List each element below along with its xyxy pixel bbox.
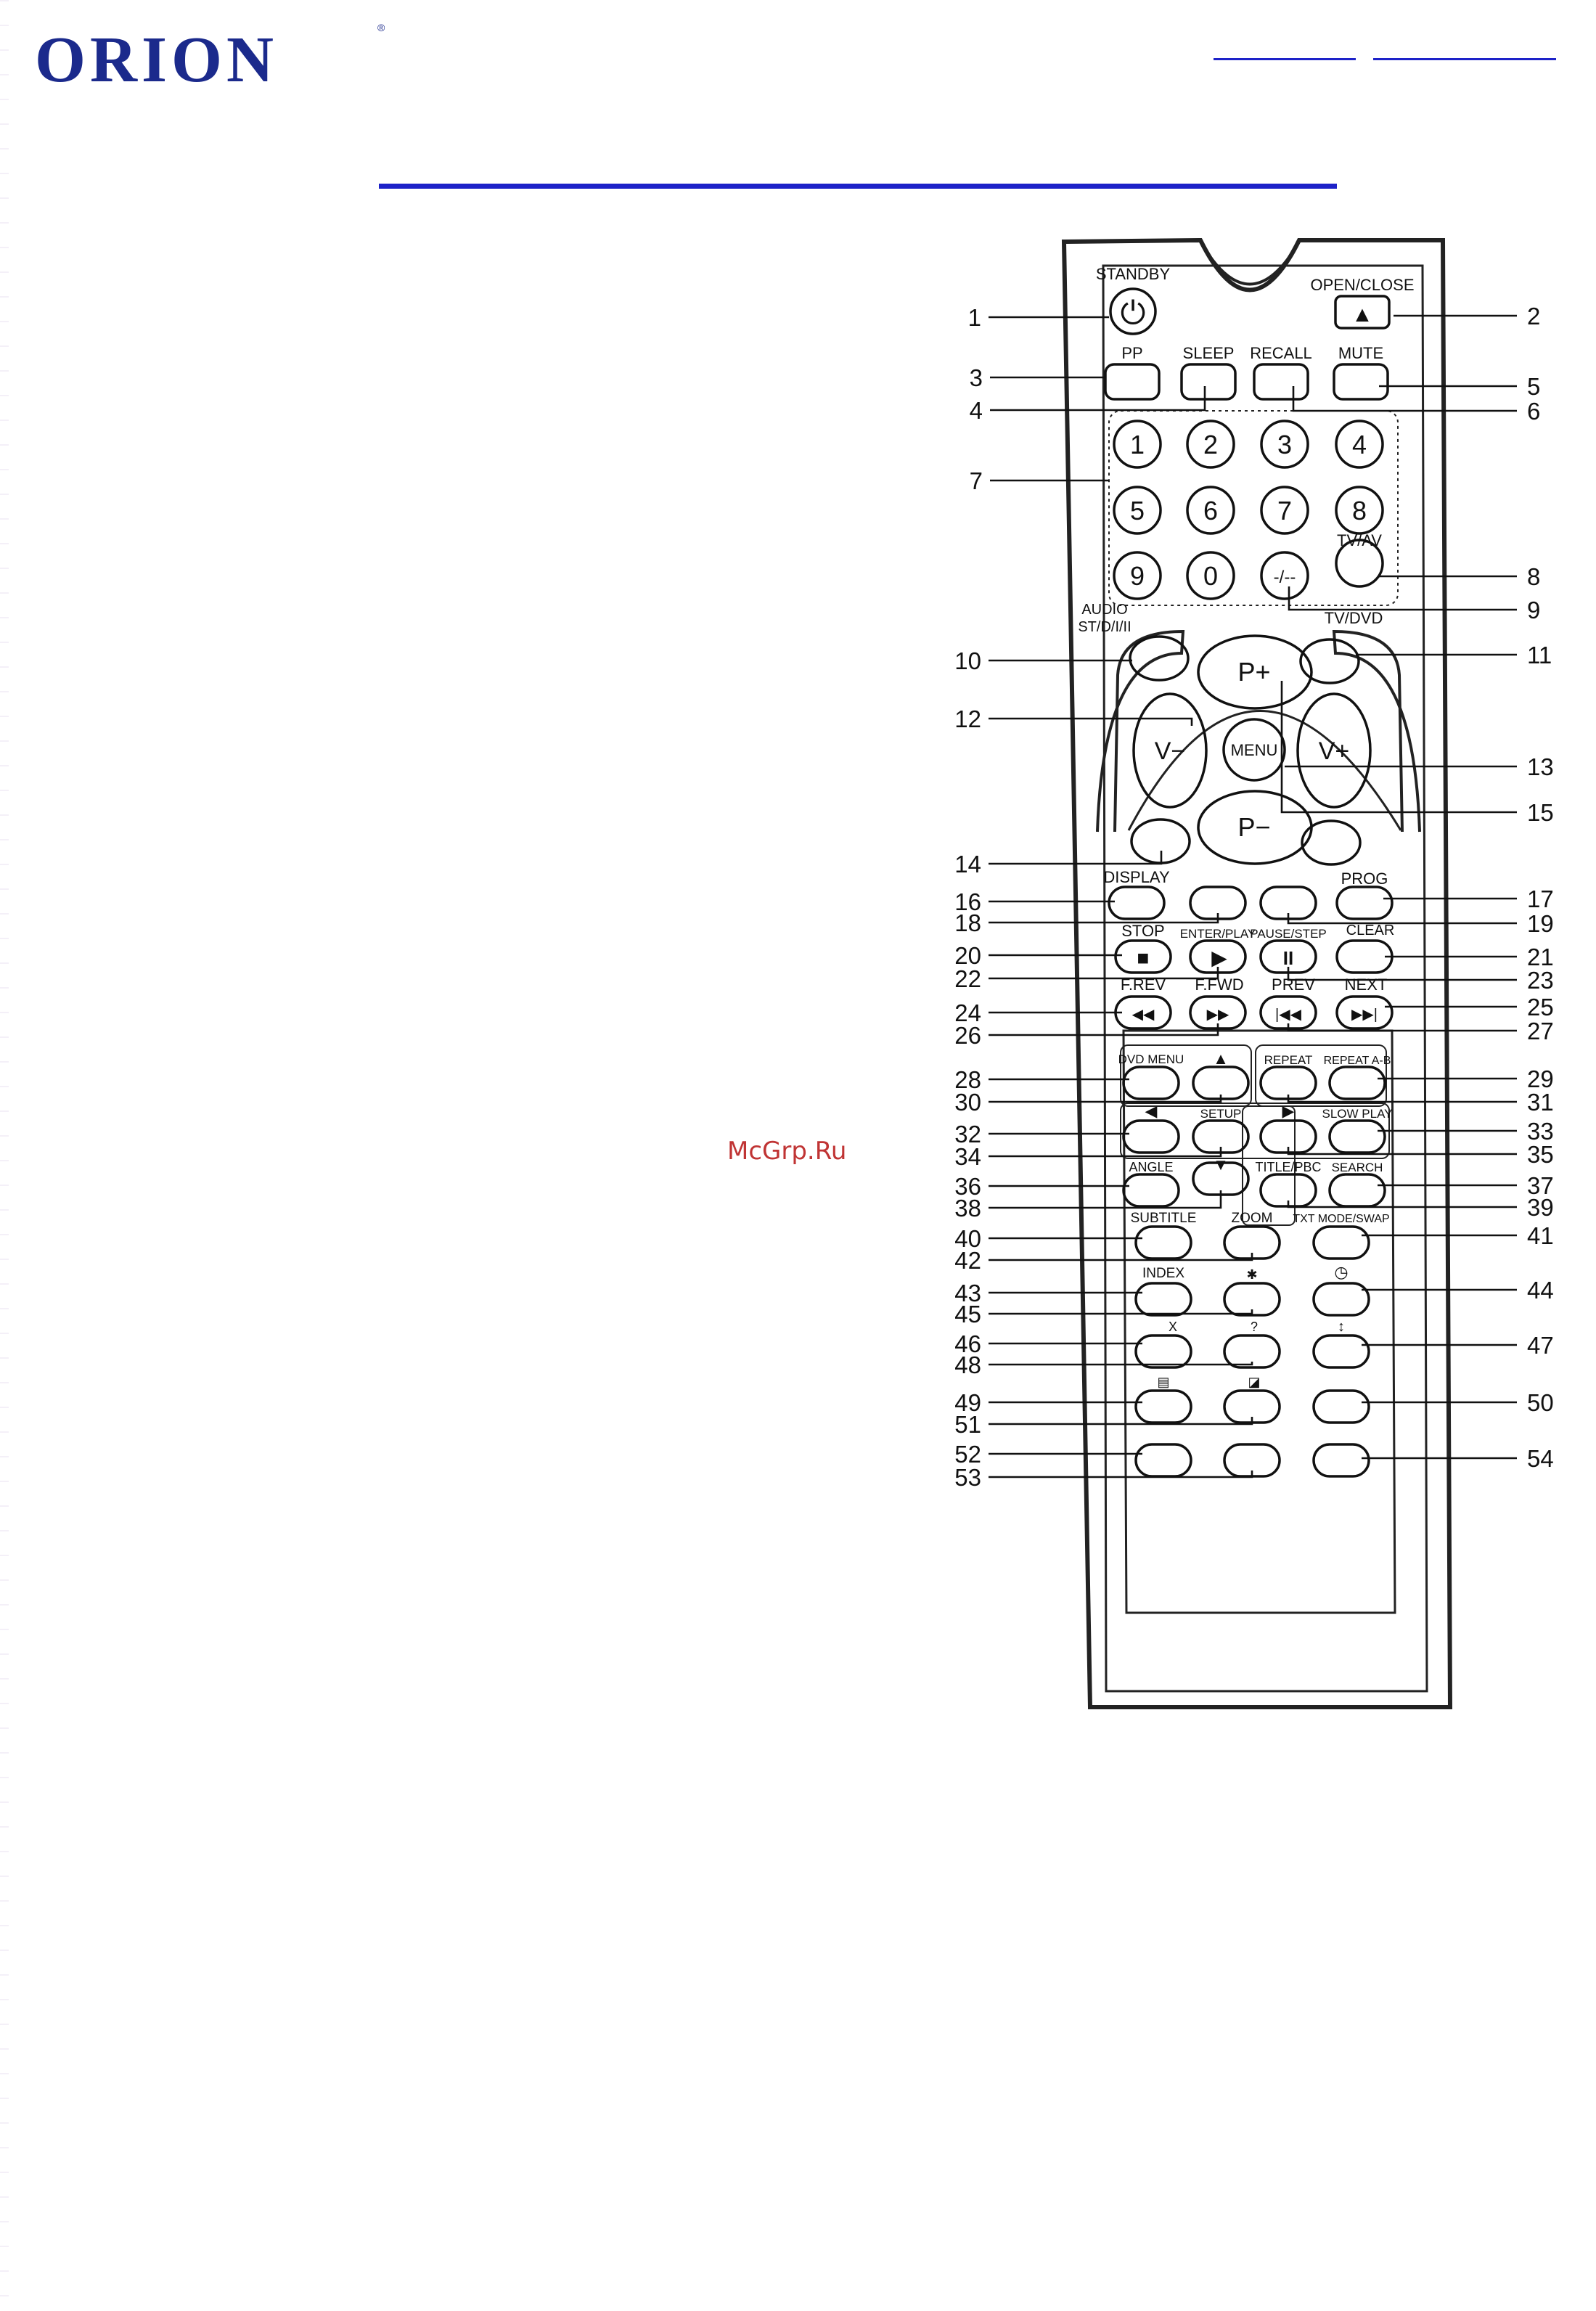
- menu-label: MENU: [1230, 741, 1278, 759]
- callout-26: 26: [954, 1022, 981, 1049]
- eject-icon: ▲: [1351, 303, 1373, 327]
- callout-12: 12: [954, 705, 981, 732]
- callout-43: 43: [954, 1280, 981, 1306]
- stop-label: STOP: [1121, 922, 1165, 940]
- callout-53: 53: [954, 1464, 981, 1491]
- callout-34: 34: [954, 1143, 981, 1170]
- left-button[interactable]: [1124, 1121, 1179, 1153]
- callout-46: 46: [954, 1330, 981, 1357]
- digit-0-label: 0: [1203, 561, 1219, 591]
- volume-down-label: V−: [1154, 737, 1186, 765]
- cancel-button[interactable]: [1136, 1336, 1191, 1367]
- repeat-ab-label: REPEAT A-B: [1323, 1055, 1391, 1067]
- leader-line-22: [989, 967, 1218, 978]
- callout-6: 6: [1527, 398, 1541, 425]
- callout-16: 16: [954, 888, 981, 915]
- pp-button[interactable]: [1105, 364, 1159, 399]
- angle-button[interactable]: [1124, 1174, 1179, 1206]
- recall-button[interactable]: [1254, 364, 1308, 399]
- up-arrow-icon: ▲: [1213, 1050, 1229, 1068]
- digit-8-label: 8: [1351, 496, 1367, 525]
- power-icon: ⏻: [1120, 295, 1146, 331]
- callout-40: 40: [954, 1225, 981, 1252]
- previous-icon: |◀◀: [1275, 1007, 1301, 1023]
- audio-label: AUDIO: [1081, 602, 1128, 618]
- fast-forward-icon: ▶▶: [1206, 1007, 1229, 1023]
- next-label: NEXT: [1344, 975, 1388, 994]
- pause-step-label: PAUSE/STEP: [1250, 927, 1327, 941]
- search-button[interactable]: [1330, 1174, 1385, 1206]
- subtitle-label: SUBTITLE: [1130, 1211, 1197, 1226]
- callout-29: 29: [1527, 1065, 1554, 1092]
- callout-30: 30: [954, 1089, 981, 1116]
- callout-22: 22: [954, 965, 981, 992]
- callout-32: 32: [954, 1121, 981, 1148]
- clear-label: CLEAR: [1346, 923, 1395, 938]
- mute-label: MUTE: [1338, 344, 1384, 362]
- callout-18: 18: [954, 909, 981, 936]
- prev-label: PREV: [1272, 975, 1315, 994]
- enter-play-label: ENTER/PLAY: [1179, 927, 1256, 941]
- index-label: INDEX: [1142, 1266, 1185, 1281]
- callout-37: 37: [1527, 1172, 1554, 1199]
- dvd-menu-label: DVD MENU: [1118, 1052, 1184, 1066]
- volume-up-label: V+: [1318, 737, 1350, 765]
- callout-17: 17: [1527, 885, 1554, 912]
- prog-button[interactable]: [1302, 821, 1360, 864]
- blank-button-52[interactable]: [1136, 1444, 1191, 1476]
- callout-41: 41: [1527, 1222, 1554, 1249]
- callout-15: 15: [1527, 799, 1554, 826]
- display-label: DISPLAY: [1103, 868, 1170, 886]
- leader-line-31: [1288, 1095, 1517, 1102]
- list-icon: ▤: [1157, 1375, 1170, 1389]
- leader-line-12: [989, 719, 1192, 726]
- clear-button[interactable]: [1337, 941, 1392, 973]
- standby-label: STANDBY: [1095, 265, 1171, 283]
- open-close-label: OPEN/CLOSE: [1310, 276, 1415, 294]
- program-down-label: P−: [1237, 812, 1271, 842]
- f-fwd-label: F.FWD: [1195, 975, 1244, 994]
- clock-icon: ◷: [1334, 1263, 1349, 1281]
- leader-line-26: [989, 1023, 1218, 1035]
- txt-mode-swap-label: TXT MODE/SWAP: [1293, 1213, 1390, 1225]
- callout-45: 45: [954, 1301, 981, 1328]
- callout-25: 25: [1527, 994, 1554, 1020]
- mute-button[interactable]: [1334, 364, 1388, 399]
- callout-23: 23: [1527, 967, 1554, 994]
- callout-28: 28: [954, 1066, 981, 1093]
- digit-2-label: 2: [1203, 430, 1219, 459]
- callout-36: 36: [954, 1173, 981, 1200]
- tv-dvd-label: TV/DVD: [1324, 609, 1383, 627]
- program-up-label: P+: [1237, 657, 1271, 687]
- callout-4: 4: [969, 397, 983, 424]
- digit-7-label: 7: [1277, 496, 1293, 525]
- up-button[interactable]: [1193, 1067, 1248, 1099]
- callout-52: 52: [954, 1441, 981, 1468]
- leader-line-18: [989, 913, 1218, 923]
- repeat-label: REPEAT: [1264, 1053, 1313, 1067]
- sleep-label: SLEEP: [1182, 344, 1235, 362]
- leader-line-51: [989, 1417, 1252, 1424]
- callout-47: 47: [1527, 1332, 1554, 1359]
- list-button[interactable]: [1136, 1391, 1191, 1423]
- down-arrow-icon: ▼: [1213, 1156, 1229, 1174]
- callout-39: 39: [1527, 1194, 1554, 1221]
- leader-line-42: [989, 1253, 1252, 1260]
- callout-48: 48: [954, 1351, 981, 1378]
- watermark: McGrp.Ru: [727, 1137, 847, 1166]
- leader-line-39: [1288, 1201, 1517, 1207]
- size-button[interactable]: [1314, 1336, 1369, 1367]
- callout-14: 14: [954, 851, 981, 878]
- callout-27: 27: [1527, 1018, 1554, 1044]
- callout-54: 54: [1527, 1445, 1554, 1472]
- stop-icon: ■: [1137, 946, 1150, 969]
- leader-line-4: [990, 386, 1205, 410]
- search-label: SEARCH: [1331, 1161, 1383, 1174]
- digit-3-label: 3: [1277, 430, 1293, 459]
- callout-44: 44: [1527, 1277, 1554, 1304]
- reveal-label: ?: [1250, 1320, 1259, 1334]
- callout-13: 13: [1527, 753, 1554, 780]
- blank-button-54[interactable]: [1314, 1444, 1369, 1476]
- callout-5: 5: [1527, 373, 1541, 400]
- repeat-button[interactable]: [1261, 1067, 1316, 1099]
- callout-38: 38: [954, 1195, 981, 1222]
- slow-play-button[interactable]: [1330, 1121, 1385, 1153]
- left-arrow-icon: ◀: [1145, 1102, 1158, 1120]
- f-rev-label: F.REV: [1120, 975, 1166, 994]
- callout-10: 10: [954, 647, 981, 674]
- digit-9-label: 9: [1129, 561, 1145, 591]
- next-icon: ▶▶|: [1351, 1007, 1378, 1023]
- leader-line-23: [1288, 967, 1517, 980]
- play-icon: ▶: [1211, 946, 1227, 969]
- index-button[interactable]: [1136, 1283, 1191, 1315]
- rewind-icon: ◀◀: [1131, 1007, 1155, 1023]
- digit-5-label: 5: [1129, 496, 1145, 525]
- digit-6-label: 6: [1203, 496, 1219, 525]
- leader-line-9: [1289, 586, 1517, 610]
- leader-line-35: [1288, 1147, 1517, 1154]
- subtitle-button[interactable]: [1136, 1227, 1191, 1259]
- hold-icon: ✱: [1246, 1267, 1258, 1282]
- digit-1-label: 1: [1129, 430, 1145, 459]
- repeat-ab-button[interactable]: [1330, 1067, 1385, 1099]
- prog-label: PROG: [1341, 870, 1388, 888]
- callout-21: 21: [1527, 944, 1554, 970]
- leader-line-6: [1293, 386, 1517, 411]
- callout-49: 49: [954, 1389, 981, 1416]
- subpage-icon: ◪: [1248, 1375, 1261, 1389]
- leader-line-53: [989, 1471, 1252, 1477]
- callout-31: 31: [1527, 1089, 1554, 1116]
- leader-line-48: [989, 1362, 1252, 1365]
- cancel-label: X: [1168, 1320, 1178, 1334]
- sleep-button[interactable]: [1182, 364, 1235, 399]
- callout-1: 1: [967, 304, 981, 331]
- callout-3: 3: [969, 364, 983, 391]
- digit-4-label: 4: [1351, 430, 1367, 459]
- callout-19: 19: [1527, 910, 1554, 937]
- callout-24: 24: [954, 999, 981, 1026]
- recall-label: RECALL: [1250, 344, 1312, 362]
- callout-20: 20: [954, 942, 981, 969]
- tv-av-label: TV/AV: [1337, 531, 1382, 549]
- title-pbc-label: TITLE/PBC: [1255, 1160, 1322, 1174]
- callout-8: 8: [1527, 563, 1541, 590]
- txt-mode-swap-button[interactable]: [1314, 1227, 1369, 1259]
- pause-icon: II: [1282, 947, 1294, 969]
- callout-51: 51: [954, 1411, 981, 1438]
- callout-35: 35: [1527, 1141, 1554, 1168]
- right-arrow-icon: ▶: [1282, 1102, 1295, 1120]
- callout-7: 7: [969, 467, 983, 494]
- registered-mark: ®: [377, 22, 385, 33]
- dvd-menu-button[interactable]: [1124, 1067, 1179, 1099]
- callout-2: 2: [1527, 303, 1541, 330]
- size-icon: ↕: [1338, 1319, 1345, 1335]
- callout-42: 42: [954, 1247, 981, 1274]
- zoom-label: ZOOM: [1231, 1211, 1273, 1226]
- dash-label: -/--: [1273, 568, 1296, 587]
- blank-button-50[interactable]: [1314, 1391, 1369, 1423]
- setup-label: SETUP: [1200, 1107, 1242, 1121]
- callout-9: 9: [1527, 597, 1541, 623]
- callout-33: 33: [1527, 1118, 1554, 1145]
- orion-logo: ORION: [35, 24, 279, 96]
- display-button-2[interactable]: [1109, 887, 1164, 919]
- clock-button[interactable]: [1314, 1283, 1369, 1315]
- callout-50: 50: [1527, 1389, 1554, 1416]
- slow-play-label: SLOW PLAY: [1322, 1107, 1393, 1121]
- angle-label: ANGLE: [1129, 1160, 1174, 1174]
- leader-line-19: [1288, 913, 1517, 923]
- prog-button-2[interactable]: [1337, 887, 1392, 919]
- callout-11: 11: [1527, 642, 1552, 668]
- pp-label: PP: [1121, 344, 1143, 362]
- audio-mode-label: ST/D/I/II: [1078, 619, 1131, 635]
- leader-line-45: [989, 1309, 1252, 1314]
